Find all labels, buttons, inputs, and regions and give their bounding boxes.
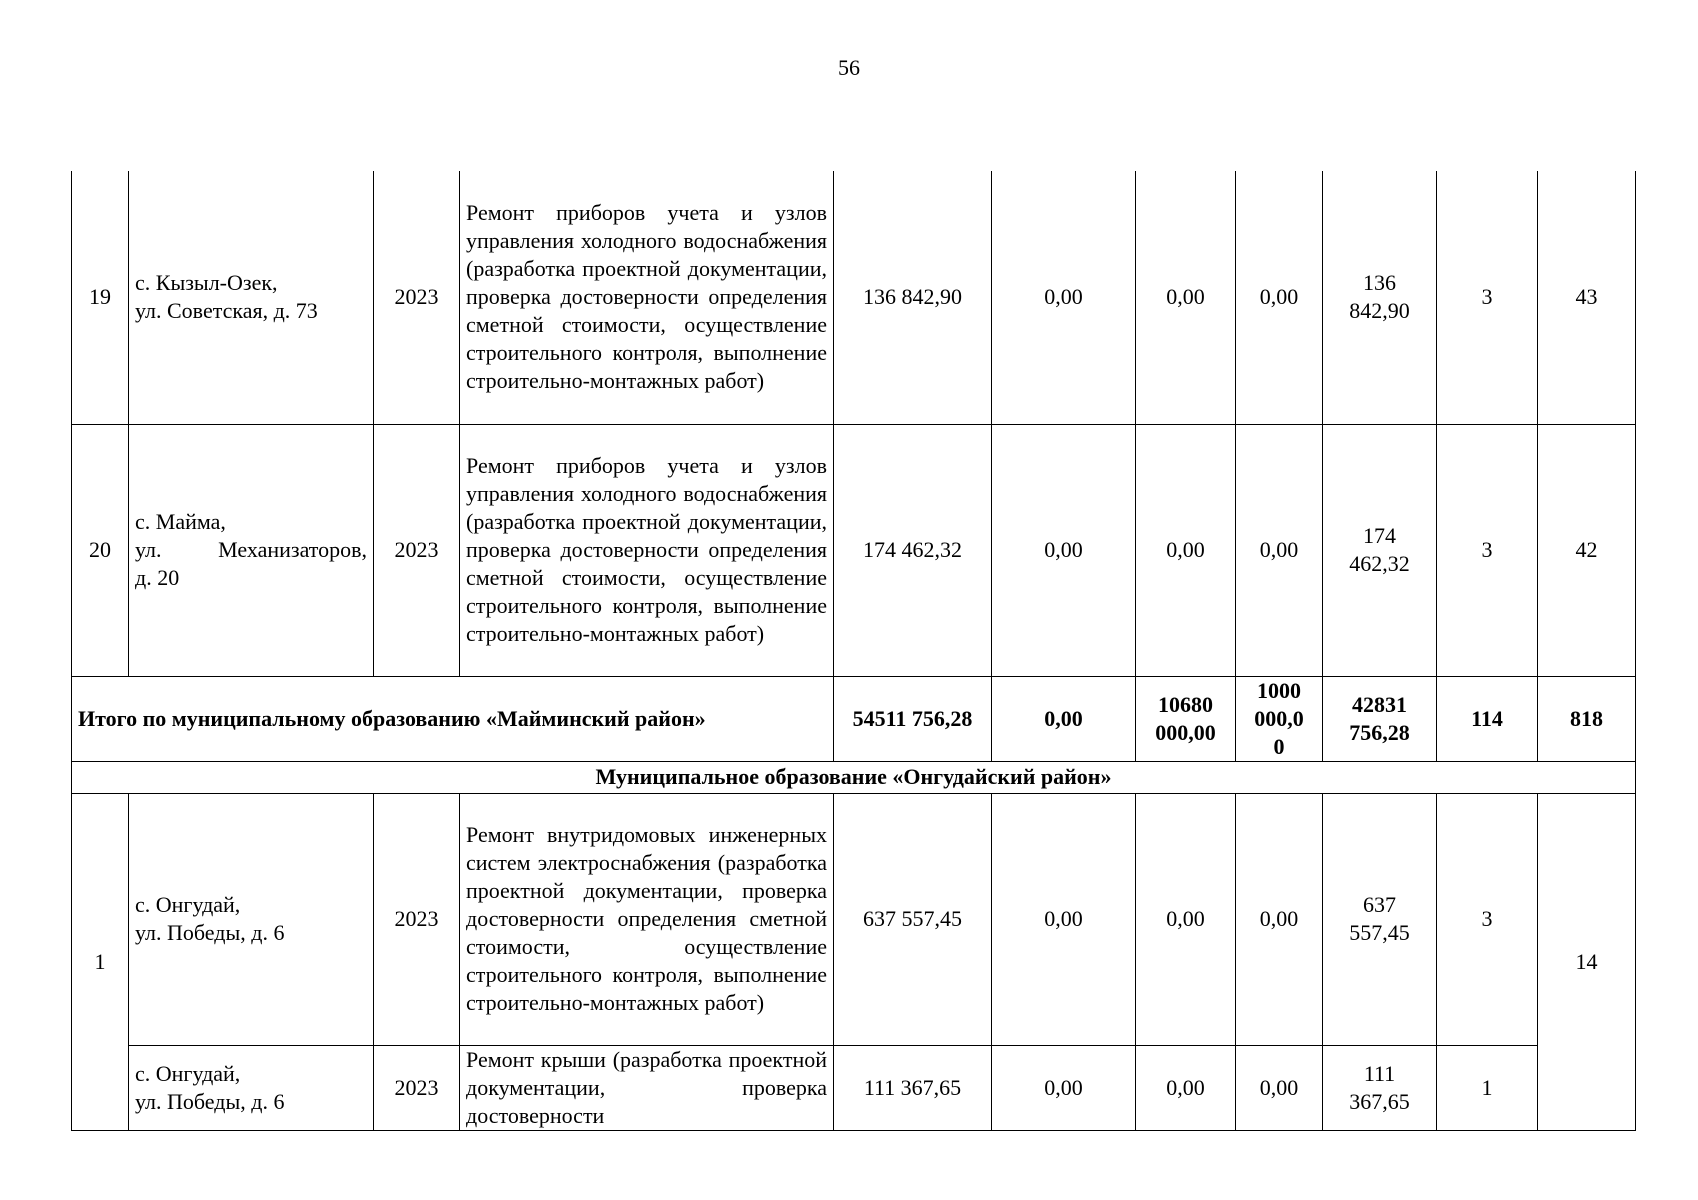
row-number: 19: [72, 171, 129, 424]
total-count-cell: 14: [1538, 793, 1636, 1130]
work-description: Ремонт крыши (разработка проектной документации, проверка достоверности: [460, 1045, 834, 1130]
total-total-count: 818: [1538, 676, 1636, 761]
total-label: Итого по муниципальному образованию «Майминский район»: [72, 676, 834, 761]
row-number: 1: [72, 793, 129, 1130]
work-description: Ремонт приборов учета и узлов управления холодного водоснабжения (разработка проектной документации, проверка достоверности определения сметной стоимости, осуществление строительного контроля, выполнение строительно-монтажных работ): [460, 424, 834, 676]
work-description: Ремонт приборов учета и узлов управления холодного водоснабжения (разработка проектной документации, проверка достоверности определения сметной стоимости, осуществление строительного контроля, выполнение строительно-монтажных работ): [460, 171, 834, 424]
table-row: [72, 1045, 1636, 1130]
fund-a-cell: 0,00: [992, 171, 1136, 424]
fund-b-cell: 0,00: [1136, 171, 1236, 424]
fund-c-cell: 0,00: [1236, 424, 1323, 676]
year-cell: 2023: [374, 171, 460, 424]
total-count-cell: 42: [1538, 424, 1636, 676]
fund-d-cell: 111 367,65: [1323, 1045, 1437, 1130]
total-fund-d: 42831 756,28: [1323, 676, 1437, 761]
fund-a-cell: 0,00: [992, 424, 1136, 676]
fund-a-cell: 0,00: [992, 1045, 1136, 1130]
cost-total-cell: 174 462,32: [834, 424, 992, 676]
fund-b-cell: 0,00: [1136, 424, 1236, 676]
address-line: ул. Советская, д. 73: [135, 298, 318, 324]
fund-d-cell: 637 557,45: [1323, 793, 1437, 1045]
fund-c-cell: 0,00: [1236, 793, 1323, 1045]
address-cell: [129, 171, 374, 424]
page-number: 56: [838, 55, 860, 80]
count-cell: 3: [1437, 424, 1538, 676]
address-cell: с. Онгудай, ул. Победы, д. 6: [129, 793, 374, 1045]
fund-b-cell: 0,00: [1136, 1045, 1236, 1130]
total-fund-c: 1000 000,0 0: [1236, 676, 1323, 761]
cost-total-cell: 637 557,45: [834, 793, 992, 1045]
fund-d-cell: 174 462,32: [1323, 424, 1437, 676]
year-cell: 2023: [374, 424, 460, 676]
cost-total-cell: 111 367,65: [834, 1045, 992, 1130]
table-row: [72, 424, 1636, 676]
section-title: Муниципальное образование «Онгудайский район»: [72, 761, 1636, 793]
count-cell: 3: [1437, 171, 1538, 424]
total-row: [72, 676, 1636, 761]
work-description: Ремонт внутридомовых инженерных систем электроснабжения (разработка проектной документации, проверка достоверности определения сметной стоимости, осуществление строительного контроля, выполнение строительно-монтажных работ): [460, 793, 834, 1045]
fund-d-cell: 136 842,90: [1323, 171, 1437, 424]
address-line: с. Кызыл-Озек,: [135, 270, 278, 296]
year-cell: 2023: [374, 793, 460, 1045]
cost-total-cell: 136 842,90: [834, 171, 992, 424]
fund-c-cell: 0,00: [1236, 171, 1323, 424]
address-cell: с. Онгудай, ул. Победы, д. 6: [129, 1045, 374, 1130]
table-row: [72, 793, 1636, 1045]
row-number: 20: [72, 424, 129, 676]
fund-c-cell: 0,00: [1236, 1045, 1323, 1130]
table-row: [72, 171, 1636, 424]
total-count: 114: [1437, 676, 1538, 761]
year-cell: 2023: [374, 1045, 460, 1130]
fund-a-cell: 0,00: [992, 793, 1136, 1045]
address-cell: с. Майма, ул. Механизаторов, д. 20: [129, 424, 374, 676]
section-header-row: [72, 761, 1636, 793]
count-cell: 3: [1437, 793, 1538, 1045]
total-fund-a: 0,00: [992, 676, 1136, 761]
total-count-cell: 43: [1538, 171, 1636, 424]
total-cost: 54511 756,28: [834, 676, 992, 761]
fund-b-cell: 0,00: [1136, 793, 1236, 1045]
count-cell: 1: [1437, 1045, 1538, 1130]
total-fund-b: 10680 000,00: [1136, 676, 1236, 761]
repair-registry-table: [71, 171, 1636, 1131]
